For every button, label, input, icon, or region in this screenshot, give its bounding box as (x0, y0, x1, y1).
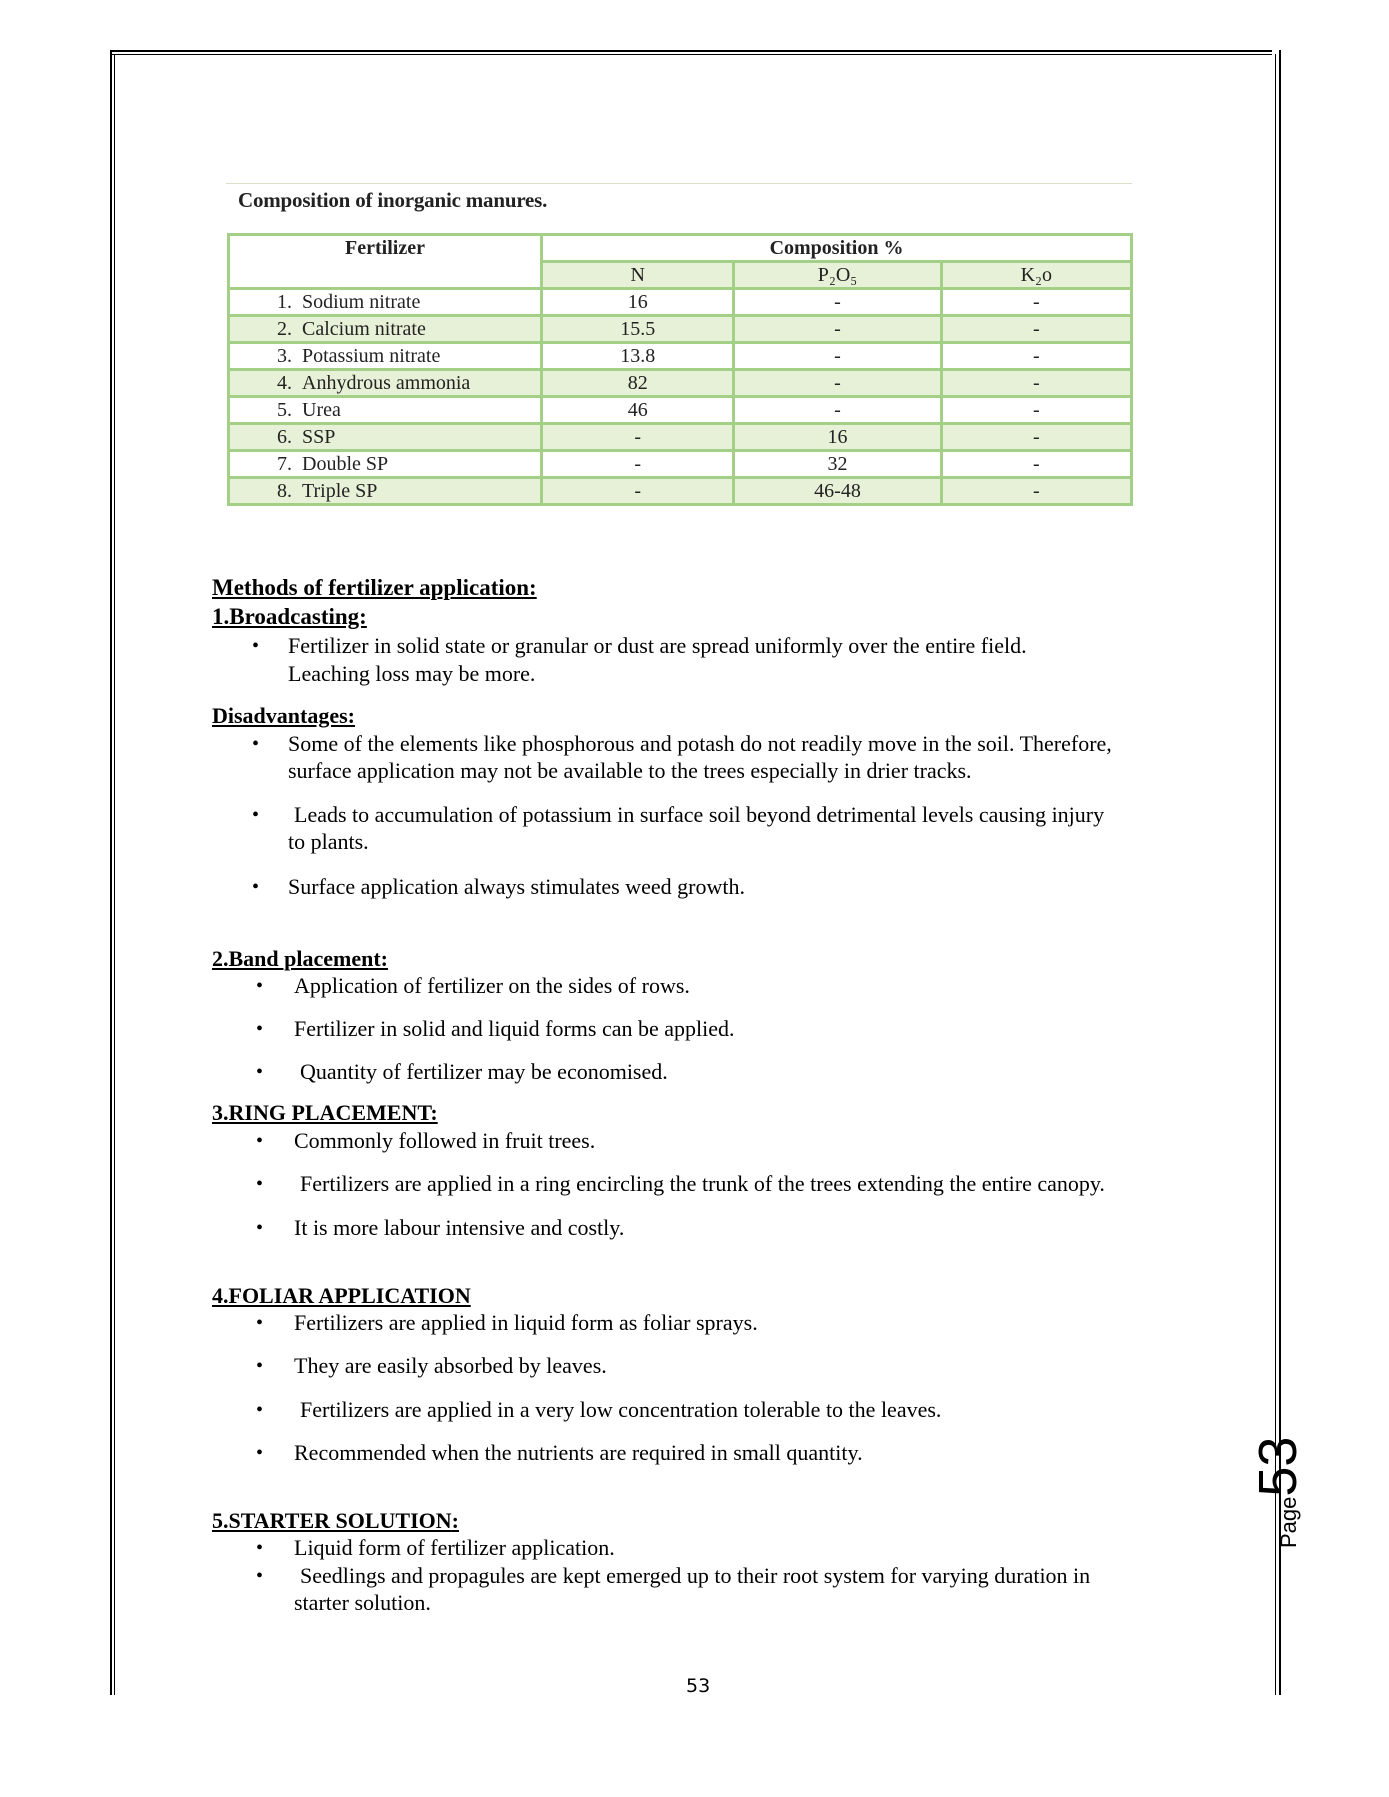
fertilizer-name: Double SP (302, 453, 389, 475)
list-item: Surface application always stimulates weed growth. (288, 874, 745, 899)
list-item: Fertilizers are applied in liquid form as foliar sprays. (294, 1310, 758, 1335)
cell-p2o5: 46-48 (734, 478, 941, 505)
page-border-left-inner (114, 54, 115, 1695)
cell-k2o: - (941, 343, 1131, 370)
heading-starter-colon: : (451, 1508, 459, 1533)
table-title: Composition of inorganic manures. (238, 188, 548, 212)
cell-fertilizer (229, 343, 542, 370)
cell-n: 16 (542, 289, 734, 316)
list-item: Application of fertilizer on the sides of rows. (294, 973, 690, 998)
cell-p2o5: 32 (734, 451, 941, 478)
header-k2o: K₂o (941, 262, 1131, 289)
page-border-left (110, 50, 112, 1695)
cell-fertilizer (229, 370, 542, 397)
list-item: It is more labour intensive and costly. (294, 1215, 625, 1240)
row-number: 6. (277, 426, 292, 448)
cell-n: 13.8 (542, 343, 734, 370)
header-p2o5: P₂O₅ (734, 262, 941, 289)
cell-p2o5: - (734, 316, 941, 343)
heading-methods: Methods of fertilizer application: (212, 575, 537, 600)
table-row (229, 478, 1132, 505)
bullet: • (256, 1537, 264, 1559)
list-item: Fertilizers are applied in a ring encircling the trunk of the trees extending the entire canopy. (300, 1171, 1105, 1196)
bullet: • (256, 975, 264, 997)
bullet: • (256, 1399, 264, 1421)
table-row (229, 370, 1132, 397)
cell-fertilizer (229, 397, 542, 424)
table-row (229, 316, 1132, 343)
row-number: 7. (277, 453, 292, 475)
table-row (229, 451, 1132, 478)
cell-n: - (542, 451, 734, 478)
heading-foliar-application: 4.FOLIAR APPLICATION (212, 1283, 471, 1308)
heading-broadcasting: 1.Broadcasting: (212, 604, 367, 629)
cell-k2o: - (941, 316, 1131, 343)
cell-k2o: - (941, 289, 1131, 316)
cell-fertilizer (229, 451, 542, 478)
bullet: • (256, 1565, 264, 1587)
page-border-top-inner (110, 54, 1272, 55)
header-n: N (542, 262, 734, 289)
fertilizer-name: Sodium nitrate (302, 291, 421, 313)
cell-n: - (542, 424, 734, 451)
list-item: Leaching loss may be more. (288, 661, 536, 686)
list-item: surface application may not be available to the trees especially in drier tracks. (288, 758, 972, 783)
cell-p2o5: - (734, 397, 941, 424)
cell-k2o: - (941, 478, 1131, 505)
row-number: 1. (277, 291, 292, 313)
bullet: • (256, 1312, 264, 1334)
row-number: 3. (277, 345, 292, 367)
list-item: Fertilizers are applied in a very low concentration tolerable to the leaves. (300, 1397, 942, 1422)
table-row (229, 289, 1132, 316)
bullet: • (256, 1442, 264, 1464)
bullet: • (256, 1173, 264, 1195)
bullet: • (256, 1355, 264, 1377)
fertilizer-name: Urea (302, 399, 341, 421)
heading-starter-solution (212, 1507, 459, 1535)
row-number: 8. (277, 480, 292, 502)
side-page-number: 53 (1248, 1436, 1308, 1497)
table-row (229, 424, 1132, 451)
cell-n: 15.5 (542, 316, 734, 343)
cell-n: - (542, 478, 734, 505)
cell-p2o5: 16 (734, 424, 941, 451)
heading-ring-placement: 3.RING PLACEMENT: (212, 1100, 438, 1125)
cell-n: 46 (542, 397, 734, 424)
cell-p2o5: - (734, 289, 941, 316)
heading-starter-text: 5.STARTER SOLUTION (212, 1508, 452, 1533)
list-item: Seedlings and propagules are kept emerged up to their root system for varying duration in (300, 1563, 1091, 1588)
cell-k2o: - (941, 451, 1131, 478)
bullet: • (256, 1217, 264, 1239)
fertilizer-name: Calcium nitrate (302, 318, 426, 340)
row-number: 2. (277, 318, 292, 340)
figure-rule (226, 183, 1132, 184)
list-item: Fertilizer in solid and liquid forms can be applied. (294, 1016, 735, 1041)
bullet: • (256, 1130, 264, 1152)
table-row (229, 397, 1132, 424)
cell-p2o5: - (734, 343, 941, 370)
heading-disadvantages: Disadvantages: (212, 703, 356, 728)
cell-k2o: - (941, 424, 1131, 451)
fertilizer-name: Anhydrous ammonia (302, 372, 471, 394)
cell-n: 82 (542, 370, 734, 397)
list-item: starter solution. (294, 1590, 431, 1615)
composition-table (227, 233, 1133, 506)
fertilizer-name: Potassium nitrate (302, 345, 441, 367)
bullet: • (252, 635, 260, 657)
list-item: Some of the elements like phosphorous and potash do not readily move in the soil. Therefore, (288, 731, 1112, 756)
side-page-text: Page (1276, 1496, 1301, 1548)
cell-k2o: - (941, 397, 1131, 424)
bullet: • (252, 804, 260, 826)
row-number: 4. (277, 372, 292, 394)
side-page-label (1247, 1368, 1327, 1548)
list-item: Leads to accumulation of potassium in surface soil beyond detrimental levels causing injury (294, 802, 1105, 827)
list-item: They are easily absorbed by leaves. (294, 1353, 607, 1378)
row-number: 5. (277, 399, 292, 421)
header-composition: Composition % (542, 235, 1132, 262)
fertilizer-name: SSP (302, 426, 336, 448)
page-border-top (110, 50, 1272, 52)
list-item: Commonly followed in fruit trees. (294, 1128, 596, 1153)
bullet: • (256, 1061, 264, 1083)
list-item: to plants. (288, 829, 369, 854)
cell-fertilizer (229, 424, 542, 451)
page-number: 53 (686, 1675, 711, 1697)
cell-p2o5: - (734, 370, 941, 397)
cell-fertilizer (229, 478, 542, 505)
bullet: • (252, 733, 260, 755)
header-fertilizer: Fertilizer (229, 235, 542, 289)
cell-k2o: - (941, 370, 1131, 397)
bullet: • (256, 1018, 264, 1040)
list-item: Recommended when the nutrients are required in small quantity. (294, 1440, 863, 1465)
list-item: Fertilizer in solid state or granular or dust are spread uniformly over the entire field. (288, 633, 1027, 658)
list-item: Quantity of fertilizer may be economised. (300, 1059, 668, 1084)
table-header-row (229, 235, 1132, 262)
bullet: • (252, 876, 260, 898)
cell-fertilizer (229, 289, 542, 316)
table-row (229, 343, 1132, 370)
cell-fertilizer (229, 316, 542, 343)
heading-band-placement: 2.Band placement: (212, 946, 388, 971)
list-item: Liquid form of fertilizer application. (294, 1535, 615, 1560)
fertilizer-name: Triple SP (302, 480, 378, 502)
